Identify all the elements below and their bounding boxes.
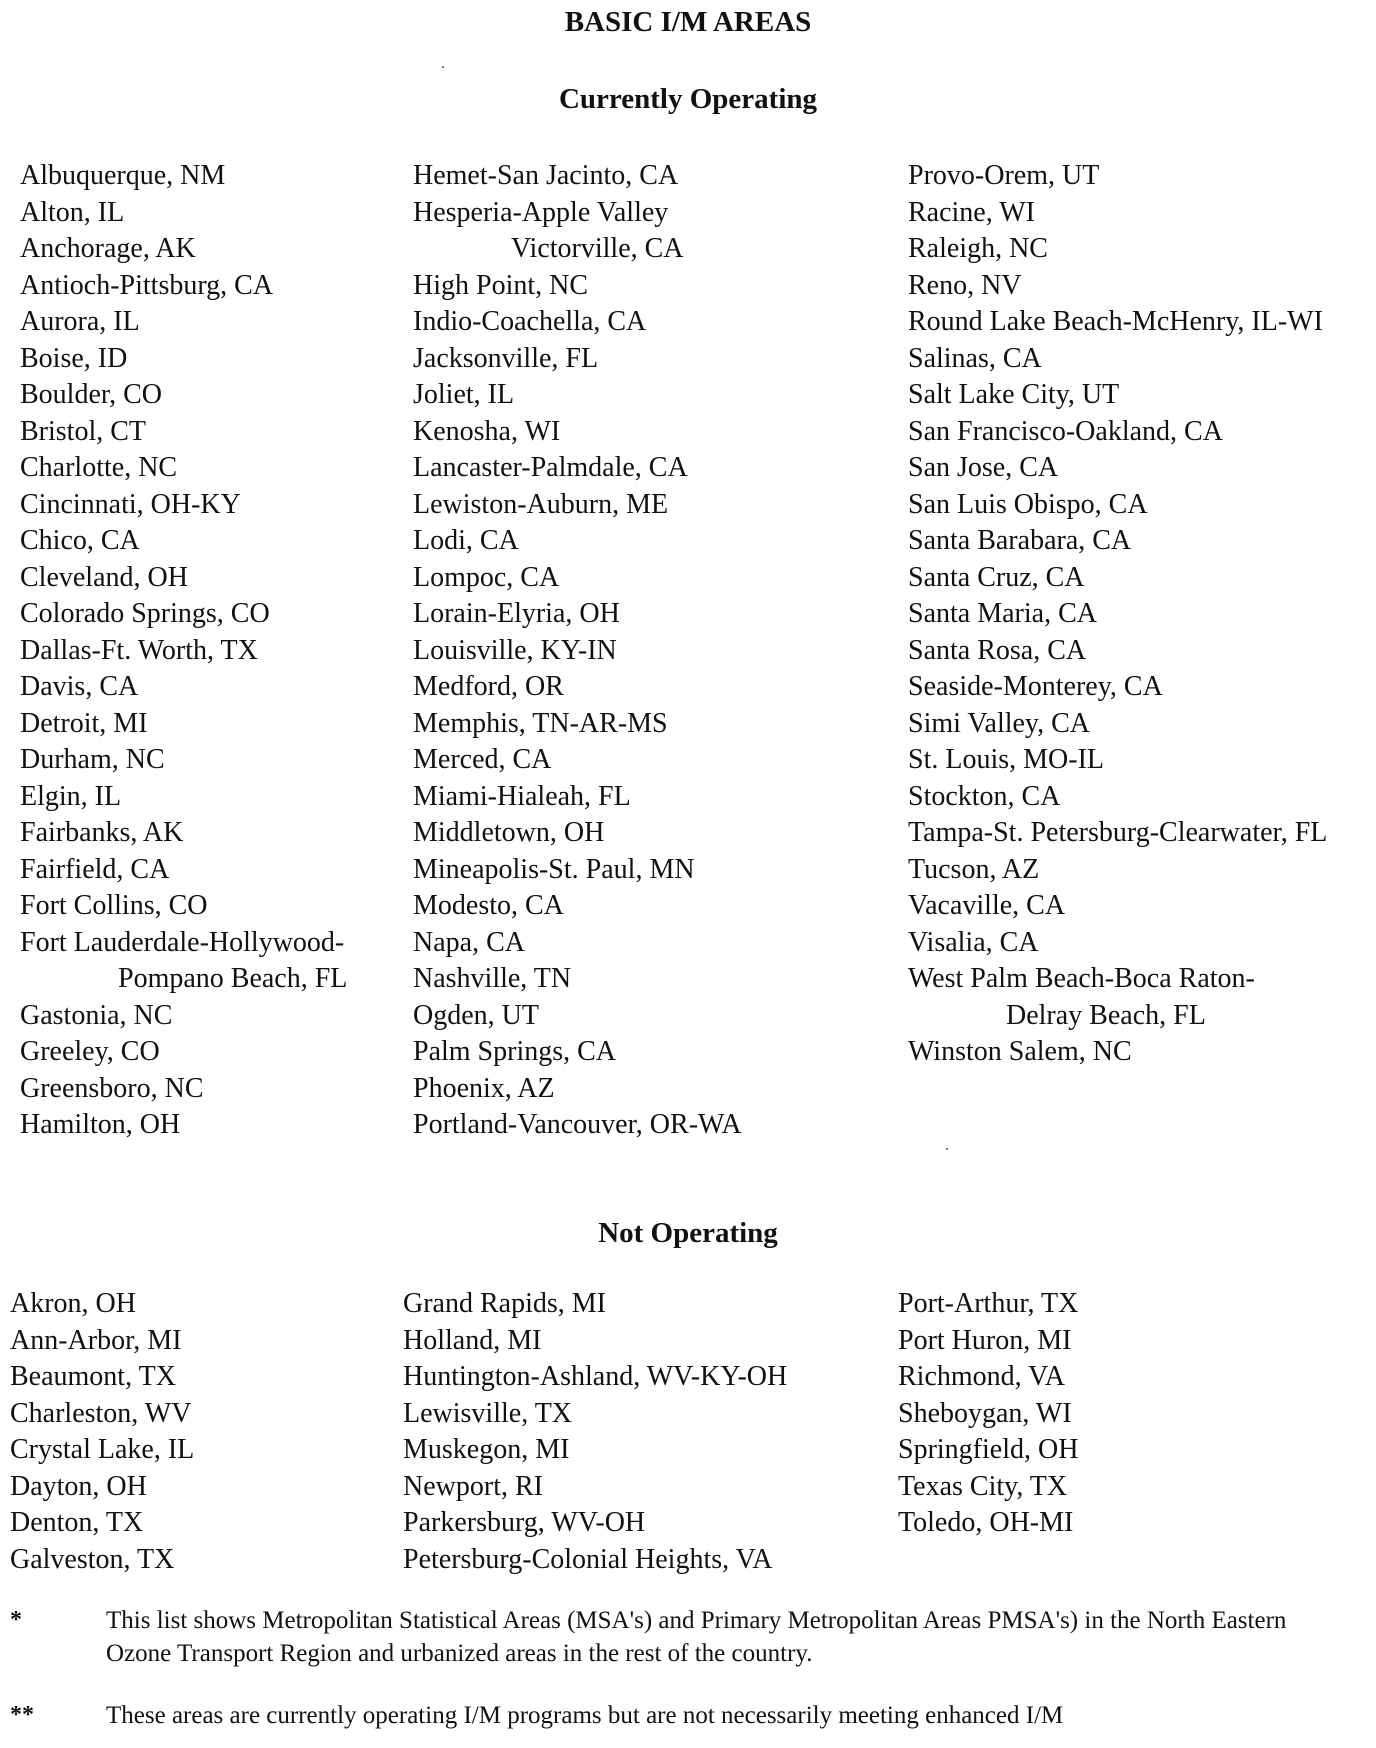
list-item: Nashville, TN bbox=[413, 963, 572, 994]
list-item: Sheboygan, WI bbox=[898, 1397, 1072, 1429]
list-item: Richmond, VA bbox=[898, 1361, 1065, 1392]
list-item: Dayton, OH bbox=[10, 1470, 147, 1502]
list-item: Stockton, CA bbox=[908, 780, 1061, 812]
list-item: Memphis, TN-AR-MS bbox=[413, 707, 668, 739]
list-item: Bristol, CT bbox=[20, 415, 147, 447]
list-item: Lodi, CA bbox=[413, 525, 519, 556]
list-item: Lancaster-Palmdale, CA bbox=[413, 452, 688, 483]
list-item: Racine, WI bbox=[908, 196, 1035, 228]
list-item: Alton, IL bbox=[20, 196, 125, 228]
list-item: Seaside-Monterey, CA bbox=[908, 671, 1163, 702]
list-item: Santa Barabara, CA bbox=[908, 525, 1132, 556]
list-item: Antioch-Pittsburg, CA bbox=[20, 269, 274, 301]
list-item: Port Huron, MI bbox=[898, 1324, 1072, 1356]
list-item: Medford, OR bbox=[413, 671, 564, 702]
list-item: Santa Cruz, CA bbox=[908, 561, 1085, 593]
not-operating-column-3 bbox=[898, 1286, 1078, 1542]
list-item: Joliet, IL bbox=[413, 379, 515, 410]
list-item: West Palm Beach-Boca Raton- bbox=[908, 963, 1255, 994]
list-item: Durham, NC bbox=[20, 744, 165, 775]
list-item: Salinas, CA bbox=[908, 342, 1042, 374]
list-item: Santa Rosa, CA bbox=[908, 634, 1087, 666]
list-item: Colorado Springs, CO bbox=[20, 598, 270, 629]
list-item: Chico, CA bbox=[20, 525, 140, 556]
list-item: Denton, TX bbox=[10, 1507, 144, 1538]
list-item: Kenosha, WI bbox=[413, 415, 561, 447]
list-item: Grand Rapids, MI bbox=[403, 1288, 606, 1319]
list-item: Dallas-Ft. Worth, TX bbox=[20, 634, 258, 666]
list-item-continuation: Pompano Beach, FL bbox=[118, 963, 348, 994]
list-item: Holland, MI bbox=[403, 1324, 542, 1356]
list-item: Mineapolis-St. Paul, MN bbox=[413, 853, 695, 885]
list-item: Boulder, CO bbox=[20, 379, 162, 410]
list-item: Detroit, MI bbox=[20, 707, 148, 739]
list-item: Merced, CA bbox=[413, 744, 552, 775]
list-item: Albuquerque, NM bbox=[20, 160, 226, 191]
list-item: Toledo, OH-MI bbox=[898, 1507, 1074, 1538]
list-item: Gastonia, NC bbox=[20, 999, 173, 1031]
list-item: Huntington-Ashland, WV-KY-OH bbox=[403, 1361, 788, 1392]
list-item: Hesperia-Apple Valley bbox=[413, 196, 669, 228]
list-item: Muskegon, MI bbox=[403, 1434, 570, 1465]
list-item: Lorain-Elyria, OH bbox=[413, 598, 620, 629]
list-item: Parkersburg, WV-OH bbox=[403, 1507, 646, 1538]
section-heading-currently-operating: Currently Operating bbox=[558, 83, 818, 115]
list-item: Provo-Orem, UT bbox=[908, 160, 1100, 191]
list-item: Charleston, WV bbox=[10, 1397, 192, 1429]
currently-operating-column-2 bbox=[413, 158, 742, 1144]
footnote-mark: * bbox=[10, 1607, 22, 1633]
list-item-continuation: Delray Beach, FL bbox=[1006, 999, 1206, 1031]
list-item: Reno, NV bbox=[908, 269, 1022, 301]
list-item: Galveston, TX bbox=[10, 1543, 175, 1575]
footnote-text: These areas are currently operating I/M programs but are not necessarily meeting enhanced I/M bbox=[106, 1702, 1064, 1729]
list-item: Davis, CA bbox=[20, 671, 139, 702]
list-item: Middletown, OH bbox=[413, 817, 605, 848]
list-item: Elgin, IL bbox=[20, 780, 122, 812]
list-item: Greensboro, NC bbox=[20, 1072, 204, 1104]
list-item: Fort Lauderdale-Hollywood- bbox=[20, 926, 345, 958]
page-title: BASIC I/M AREAS bbox=[564, 6, 812, 38]
list-item: Tampa-St. Petersburg-Clearwater, FL bbox=[908, 817, 1328, 848]
list-item: Raleigh, NC bbox=[908, 233, 1048, 264]
list-item: Crystal Lake, IL bbox=[10, 1434, 195, 1465]
list-item: Charlotte, NC bbox=[20, 452, 178, 483]
list-item: Simi Valley, CA bbox=[908, 707, 1091, 739]
list-item: Lewisville, TX bbox=[403, 1397, 573, 1429]
not-operating-column-1 bbox=[10, 1286, 194, 1578]
scan-speck bbox=[442, 66, 444, 68]
list-item: Hamilton, OH bbox=[20, 1109, 181, 1140]
not-operating-column-2 bbox=[403, 1286, 787, 1578]
list-item: San Jose, CA bbox=[908, 452, 1059, 483]
list-item: Louisville, KY-IN bbox=[413, 634, 617, 666]
list-item: High Point, NC bbox=[413, 269, 589, 301]
list-item: Phoenix, AZ bbox=[413, 1072, 555, 1104]
list-item: Winston Salem, NC bbox=[908, 1036, 1132, 1067]
section-heading-not-operating: Not Operating bbox=[598, 1217, 778, 1249]
list-item: Modesto, CA bbox=[413, 890, 564, 921]
list-item: Lompoc, CA bbox=[413, 561, 560, 593]
list-item: Round Lake Beach-McHenry, IL-WI bbox=[908, 306, 1323, 337]
list-item: Cincinnati, OH-KY bbox=[20, 488, 241, 520]
list-item: Lewiston-Auburn, ME bbox=[413, 488, 669, 520]
list-item: Tucson, AZ bbox=[908, 853, 1040, 885]
currently-operating-column-1 bbox=[20, 158, 347, 1144]
list-item: Petersburg-Colonial Heights, VA bbox=[403, 1543, 773, 1575]
list-item: Portland-Vancouver, OR-WA bbox=[413, 1109, 742, 1140]
list-item: Akron, OH bbox=[10, 1288, 136, 1319]
footnote-text: This list shows Metropolitan Statistical Areas (MSA's) and Primary Metropolitan Areas PMSA's) in the North Eastern Ozone Transport Region and urbanized areas in the rest of the country. bbox=[106, 1607, 1287, 1667]
list-item: Ann-Arbor, MI bbox=[10, 1324, 182, 1356]
list-item: Greeley, CO bbox=[20, 1036, 160, 1067]
list-item: Port-Arthur, TX bbox=[898, 1288, 1079, 1319]
list-item: Beaumont, TX bbox=[10, 1361, 176, 1392]
list-item: Miami-Hialeah, FL bbox=[413, 780, 631, 812]
list-item: Anchorage, AK bbox=[20, 233, 196, 264]
list-item: St. Louis, MO-IL bbox=[908, 744, 1104, 775]
list-item: Cleveland, OH bbox=[20, 561, 188, 593]
list-item: Visalia, CA bbox=[908, 926, 1039, 958]
list-item: San Francisco-Oakland, CA bbox=[908, 415, 1223, 447]
currently-operating-column-3 bbox=[908, 158, 1327, 1071]
footnote-mark: ** bbox=[10, 1702, 34, 1728]
list-item: Palm Springs, CA bbox=[413, 1036, 617, 1067]
list-item: Fairbanks, AK bbox=[20, 817, 184, 848]
list-item: Indio-Coachella, CA bbox=[413, 306, 647, 337]
list-item: Hemet-San Jacinto, CA bbox=[413, 160, 679, 191]
list-item: Newport, RI bbox=[403, 1470, 543, 1502]
list-item: Ogden, UT bbox=[413, 999, 539, 1031]
list-item: Fort Collins, CO bbox=[20, 890, 208, 921]
list-item: Vacaville, CA bbox=[908, 890, 1066, 921]
list-item: Aurora, IL bbox=[20, 306, 140, 337]
list-item: San Luis Obispo, CA bbox=[908, 488, 1148, 520]
list-item: Salt Lake City, UT bbox=[908, 379, 1120, 410]
list-item: Napa, CA bbox=[413, 926, 525, 958]
list-item: Boise, ID bbox=[20, 342, 128, 374]
list-item: Springfield, OH bbox=[898, 1434, 1079, 1465]
list-item-continuation: Victorville, CA bbox=[511, 233, 684, 264]
list-item: Jacksonville, FL bbox=[413, 342, 599, 374]
list-item: Santa Maria, CA bbox=[908, 598, 1097, 629]
scan-speck bbox=[946, 1148, 948, 1150]
list-item: Texas City, TX bbox=[898, 1470, 1068, 1502]
list-item: Fairfield, CA bbox=[20, 853, 170, 885]
